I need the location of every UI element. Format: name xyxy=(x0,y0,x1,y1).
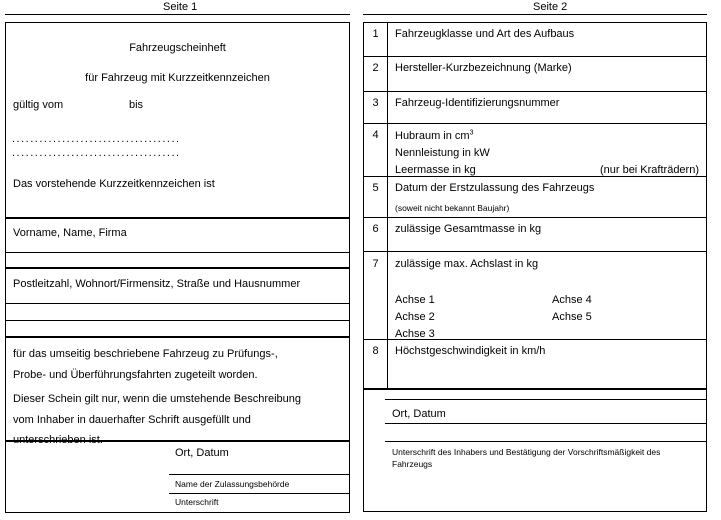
row-field-gross-mass: zulässige Gesamtmasse in kg xyxy=(395,223,542,235)
first-registration-label: Datum der Erstzulassung des Fahrzeugs xyxy=(395,182,595,194)
signature-rule xyxy=(169,474,349,475)
table-row xyxy=(364,252,706,340)
power-label: Nennleistung in kW xyxy=(395,147,490,159)
axle-load-label: zulässige max. Achslast in kg xyxy=(395,258,539,270)
section-divider xyxy=(6,440,349,442)
table-row xyxy=(364,340,706,390)
signature-rule xyxy=(385,423,706,424)
signature-label: Unterschrift xyxy=(175,497,219,507)
table-row xyxy=(364,218,706,252)
signature-rule xyxy=(385,399,706,400)
dotted-fill-line-1: ..................................... xyxy=(12,133,181,145)
dotted-fill-line-2: ..................................... xyxy=(12,147,181,159)
table-row xyxy=(364,92,706,124)
axle-list xyxy=(395,292,699,343)
page2-header-rule xyxy=(363,14,707,15)
section-divider xyxy=(6,336,349,338)
table-row xyxy=(364,57,706,92)
displacement-label: Hubraum in $cm^3$ xyxy=(395,129,474,142)
table-row xyxy=(364,124,706,177)
valid-from-label: gültig vom xyxy=(13,99,64,111)
build-year-note: (soweit nicht bekannt Baujahr) xyxy=(395,202,510,213)
row-number: 2 xyxy=(364,57,388,91)
row-number: 3 xyxy=(364,92,388,123)
table-row xyxy=(364,23,706,57)
table-row xyxy=(364,177,706,218)
name-input-area[interactable] xyxy=(6,253,349,267)
row-number: 8 xyxy=(364,340,388,388)
legal-line: Probe- und Überführungsfahrten zugeteilt worden. xyxy=(13,369,258,381)
owner-signature-caption: Unterschrift des Inhabers und Bestätigung der Vorschriftsmäßigkeit des Fahrzeugs xyxy=(392,447,661,469)
row-number: 7 xyxy=(364,252,388,339)
axle-5-label: Achse 5 xyxy=(552,311,592,323)
row-field-vin: Fahrzeug-Identifizierungsnummer xyxy=(395,97,560,109)
address-input-area-1[interactable] xyxy=(6,304,349,320)
ort-datum-label: Ort, Datum xyxy=(392,408,446,420)
authority-label: Name der Zulassungsbehörde xyxy=(175,479,290,489)
axle-1-label: Achse 1 xyxy=(395,294,435,306)
section-divider xyxy=(6,217,349,219)
signature-rule xyxy=(385,441,706,442)
booklet-subtitle: für Fahrzeug mit Kurzzeitkennzeichen xyxy=(85,72,270,84)
page1-title: Seite 1 xyxy=(163,1,198,13)
legal-line: für das umseitig beschriebene Fahrzeug zu Prüfungs-, xyxy=(13,348,278,360)
row-number: 4 xyxy=(364,124,388,176)
legal-paragraph-1 xyxy=(13,344,278,386)
valid-until-label: bis xyxy=(129,99,144,111)
page2-title: Seite 2 xyxy=(533,1,568,13)
booklet-title: Fahrzeugscheinheft xyxy=(129,42,226,54)
address-field-label: Postleitzahl, Wohnort/Firmensitz, Straße und Hausnummer xyxy=(13,278,301,290)
signature-rule xyxy=(169,493,349,494)
page1-header-rule xyxy=(5,14,350,15)
row-number: 6 xyxy=(364,218,388,251)
page1-box xyxy=(5,22,350,513)
ort-datum-label: Ort, Datum xyxy=(175,447,229,459)
row-field-axle-load xyxy=(388,252,706,339)
row-field-manufacturer: Hersteller-Kurzbezeichnung (Marke) xyxy=(395,62,572,74)
name-field-label: Vorname, Name, Firma xyxy=(13,227,127,239)
motorcycle-note: (nur bei Krafträdern) xyxy=(599,164,699,176)
section-divider xyxy=(6,267,349,269)
axle-4-label: Achse 4 xyxy=(552,294,592,306)
unladen-mass-label: Leermasse in kg xyxy=(395,164,476,176)
row-field-vehicle-class: Fahrzeugklasse und Art des Aufbaus xyxy=(395,28,575,40)
row-field-first-registration xyxy=(388,177,706,217)
page2-box xyxy=(363,22,707,512)
row-field-engine xyxy=(388,124,706,176)
address-input-area-2[interactable] xyxy=(6,321,349,336)
row-number: 1 xyxy=(364,23,388,56)
legal-line: vom Inhaber in dauerhafter Schrift ausgefüllt und xyxy=(13,413,251,426)
row-field-max-speed: Höchstgeschwindigkeit in km/h xyxy=(395,345,546,357)
plate-statement: Das vorstehende Kurzzeitkennzeichen ist xyxy=(13,178,215,190)
legal-line: Dieser Schein gilt nur, wenn die umstehende Beschreibung xyxy=(13,393,302,405)
row-number: 5 xyxy=(364,177,388,217)
axle-3-label: Achse 3 xyxy=(395,328,435,340)
axle-2-label: Achse 2 xyxy=(395,311,435,323)
